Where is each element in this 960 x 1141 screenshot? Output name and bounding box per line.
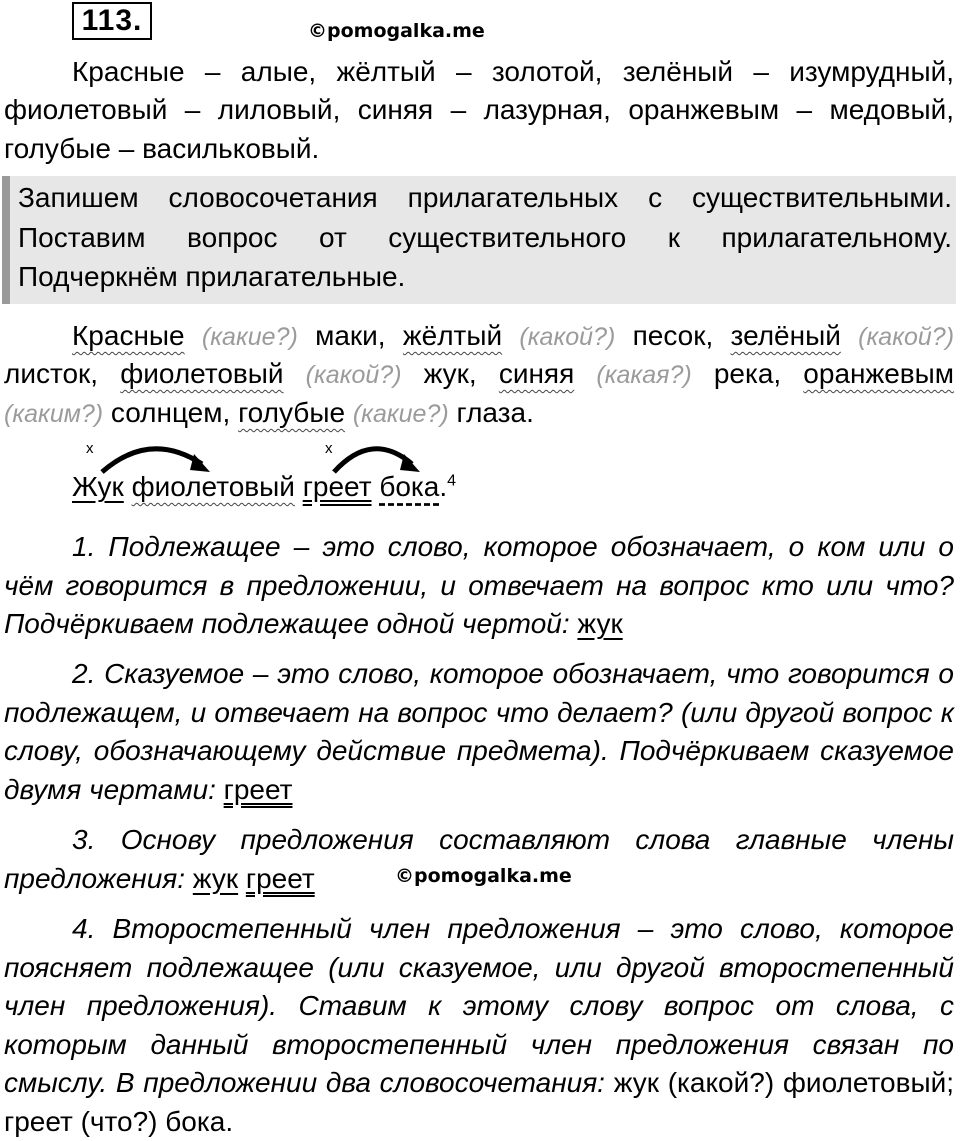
point-4-text: 4. Второстепенный член предложения – это слово, которое поясняет подлежащее (или сказуемое, или другой второстепенный член предложения). Ставим к этому слову вопрос от слова, с которым данный второстепенный член предложения связан по смыслу. В предложении два словосочетания: <box>4 913 954 1098</box>
phrases-line-3 <box>4 394 954 434</box>
question: (какой?) <box>305 361 402 389</box>
intro-line-2: фиолетовый – лиловый, синяя – лазурная, оранжевым – медовый, <box>4 94 954 125</box>
footnote-mark: 4 <box>447 472 457 490</box>
question: (какая?) <box>596 361 692 389</box>
point-4 <box>4 910 954 1141</box>
point-4-tail: жук (какой?) фиолетовый; греет (что?) бока. <box>4 1067 955 1137</box>
noun: жук, <box>423 358 477 389</box>
intro-line-3: голубые – васильковый. <box>4 133 320 164</box>
question: (какие?) <box>352 400 449 428</box>
noun: маки, <box>315 320 386 351</box>
link-marker: x <box>325 440 333 457</box>
adjective: голубые <box>238 397 346 428</box>
noun: солнцем, <box>110 397 231 428</box>
point-1-example: жук <box>577 608 623 639</box>
instruction-line-2: Поставим вопрос от существительного к прилагательному. <box>18 222 952 253</box>
adjective: зелёный <box>730 320 841 351</box>
parsed-sentence <box>72 468 572 507</box>
question: (каким?) <box>4 400 104 428</box>
intro-line-1: Красные – алые, жёлтый – золотой, зелёный – изумрудный, <box>72 56 954 87</box>
adjective: Красные <box>72 320 185 351</box>
adjective: фиолетовый <box>120 358 284 389</box>
instruction-line-3: Подчеркнём прилагательные. <box>18 261 406 292</box>
point-3-text: 3. Основу предложения составляют слова главные члены предложения: <box>4 824 954 894</box>
task-number: 113. <box>72 2 152 40</box>
adjective: оранжевым <box>803 358 955 389</box>
point-2-text: 2. Сказуемое – это слово, которое обозначает, что говорится о подлежащем, и отвечает на вопрос что делает? (или другой вопрос к слову, обозначающему действие предмета). Подчёркиваем сказуемое двумя чертами: <box>4 658 954 805</box>
point-3-example-subject: жук <box>192 862 239 894</box>
phrases-line-1 <box>4 317 954 357</box>
point-2-example: греет <box>223 773 293 805</box>
adjective: синяя <box>498 358 575 389</box>
noun: река, <box>713 358 782 389</box>
instruction-line-1: Запишем словосочетания прилагательных с существительными. <box>18 182 952 213</box>
noun: глаза. <box>456 397 534 428</box>
watermark-top: ©pomogalka.me <box>308 20 485 42</box>
subject-word: Жук <box>72 471 124 502</box>
question: (какие?) <box>201 323 298 351</box>
watermark-middle: ©pomogalka.me <box>395 865 572 887</box>
link-marker: x <box>86 440 94 457</box>
point-2 <box>4 655 954 809</box>
object-word: бока <box>379 471 440 502</box>
noun: листок, <box>4 358 99 389</box>
point-1-text: 1. Подлежащее – это слово, которое обозначает, о ком или о чём говорится в предложении, и отвечает на вопрос кто или что? Подчёркиваем подлежащее одной чертой: <box>4 531 954 639</box>
point-1 <box>4 528 954 644</box>
point-3-example-predicate: греет <box>245 862 315 894</box>
attribute-word: фиолетовый <box>131 471 295 502</box>
adjective: жёлтый <box>402 320 503 351</box>
sentence-end: . <box>439 471 448 502</box>
question: (какой?) <box>519 323 616 351</box>
noun: песок, <box>632 320 714 351</box>
question: (какой?) <box>858 323 955 351</box>
phrases-line-2 <box>4 355 954 395</box>
predicate-word: греет <box>302 471 372 502</box>
